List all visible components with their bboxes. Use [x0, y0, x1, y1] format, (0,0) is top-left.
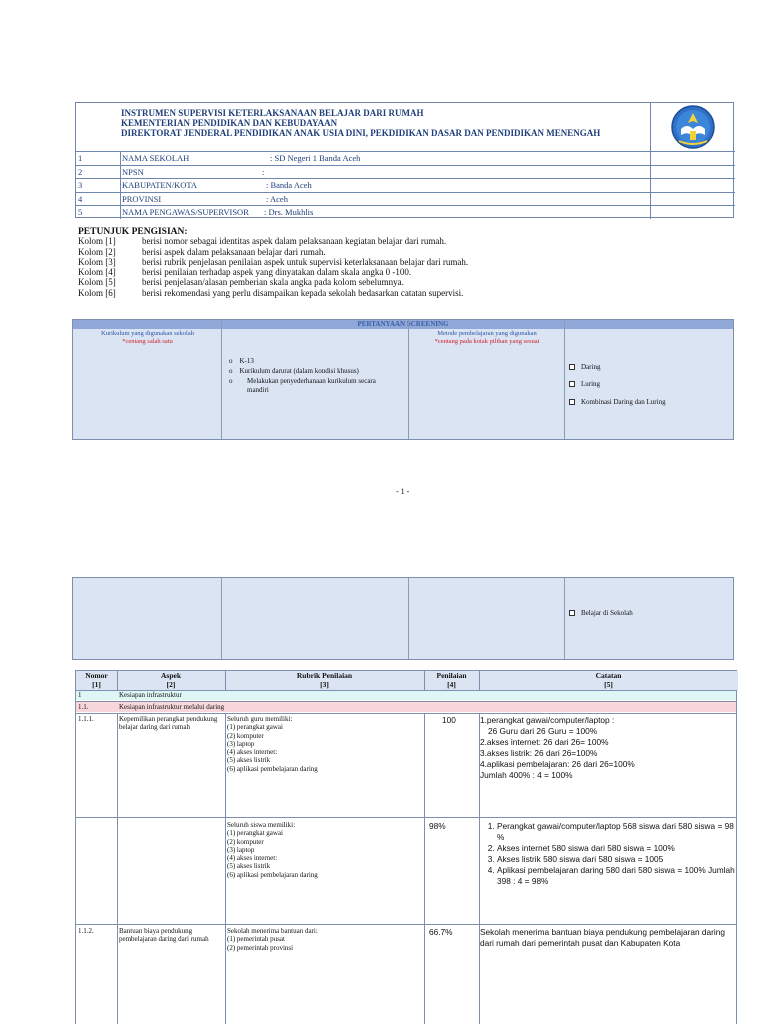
kolom-label: Kolom [6] [78, 287, 116, 298]
school-identity-table [75, 102, 734, 218]
document-title: INSTRUMEN SUPERVISI KETERLAKSANAAN BELAJAR DARI RUMAH [121, 108, 424, 118]
col-header-nomor: Nomor [1] [76, 671, 117, 690]
row-number: 1 [78, 153, 83, 163]
info-row-nama-sekolah [76, 151, 735, 165]
logo-cell [651, 103, 735, 151]
row-number: 4 [78, 193, 83, 204]
row-label: PROVINSI [122, 193, 162, 204]
option-label: K-13 [239, 357, 254, 365]
screening-header: PERTANYAAN SCREENING [73, 320, 733, 329]
col-header-catatan: Catatan [5] [479, 671, 738, 690]
kurikulum-header [73, 330, 222, 346]
supervisi-table [75, 670, 737, 1024]
kurikulum-option-darurat[interactable] [229, 367, 359, 376]
aspek-text: Kepemilikan perangkat pendukung belajar daring dari rumah [119, 715, 218, 732]
section-label: Kesiapan infrastruktur [119, 691, 182, 699]
kolom-desc: berisi penjelasan/alasan pemberian skala angka pada kolom sebelumnya. [142, 277, 404, 288]
radio-circle-icon: o [229, 377, 233, 385]
ministry-name: KEMENTERIAN PENDIDIKAN DAN KEBUDAYAAN [121, 118, 338, 128]
row-value: : Banda Aceh [266, 180, 312, 191]
kurikulum-title: Kurikulum yang digunakan sekolah [101, 330, 194, 337]
metode-title: Metode pembelajaran yang digunakan [437, 330, 537, 337]
option-label: Daring [581, 363, 601, 371]
metode-option-luring[interactable] [569, 380, 600, 389]
page-number: - 1 - [396, 487, 410, 496]
kolom-desc: berisi rubrik penjelasan penilaian aspek untuk supervisi keterlaksanaan belajar dari rumah. [142, 256, 469, 267]
kolom-label: Kolom [1] [78, 236, 116, 247]
row-label: KABUPATEN/KOTA [122, 180, 198, 191]
rubrik-siswa: Seluruh siswa memiliki: (1) perangkat gawai (2) komputer (3) laptop (4) akses internet: (5) akses listrik (6) aplikasi pembelajaran daring [227, 821, 318, 879]
kolom-desc: berisi nomor sebagai identitas aspek dalam pelaksanaan kegiatan belajar dari rumah. [142, 236, 447, 247]
metode-header [409, 330, 565, 346]
metode-option-daring[interactable] [569, 363, 600, 372]
row-number: 1.1.2. [78, 927, 94, 935]
row-number: 5 [78, 207, 83, 218]
radio-circle-icon: o [229, 357, 233, 365]
section-row-1-1 [76, 702, 736, 712]
checkbox-icon [569, 610, 575, 616]
info-row-kabupaten [76, 178, 735, 192]
kurikulum-option-k13[interactable] [229, 357, 254, 366]
row-label: NPSN [122, 166, 144, 177]
petunjuk-pengisian: PETUNJUK PENGISIAN: Kolom [1] berisi nomor sebagai identitas aspek dalam pelaksanaan kegiatan belajar dari rumah. Kolom [2] berisi aspek dalam pelaksanaan belajar dari rumah. Kolom [3] berisi rubrik penjelasan penilaian aspek untuk supervisi keterlaksanaan belajar dari rumah. Kolom [4] berisi penilaian terhadap aspek yang dinyatakan dalam skala angka 0 -100. Kolom [5] berisi penjelasan/alasan pemberian skala angka pada kolom sebelumnya. Kolom [6] berisi rekomendasi yang perlu disampaikan kepada sekolah bedasarkan catatan supervisi. [78, 227, 469, 298]
row-value: : [262, 166, 265, 177]
kolom-label: Kolom [3] [78, 256, 116, 267]
section-row-1 [76, 690, 736, 700]
option-label: Kombinasi Daring dan Luring [581, 398, 666, 406]
option-label: Kurikulum darurat (dalam kondisi khusus) [239, 367, 359, 375]
directorate-name: DIREKTORAT JENDERAL PENDIDIKAN ANAK USIA DINI, PEKDIDIKAN DASAR DAN PENDIDIKAN MENENGAH [121, 128, 601, 138]
nilai-siswa: 98% [429, 821, 446, 831]
option-label: Melakukan penyederhanaan kurikulum secara mandiri [247, 377, 376, 394]
col-header-aspek: Aspek [2] [117, 671, 225, 690]
catatan-bantuan: Sekolah menerima bantuan biaya pendukung pembelajaran daring dari rumah dari pemerintah pusat dan Kabupaten Kota [480, 927, 725, 948]
catatan-siswa: 1. Perangkat gawai/computer/laptop 568 siswa dari 580 siswa = 98 % 2. Akses internet 580 siswa dari 580 siswa = 100% 3. Akses listrik 580 siswa dari 580 siswa = 1005 4. Aplikasi pembelajaran daring 580 dari 580 siswa = 100% Jumlah 398 : 4 = 98% [480, 821, 735, 886]
kurikulum-option-mandiri[interactable] [229, 377, 399, 395]
info-row-npsn [76, 165, 735, 179]
row-number: 3 [78, 180, 83, 191]
kolom-label: Kolom [4] [78, 267, 116, 278]
petunjuk-item [78, 267, 412, 278]
rubrik-bantuan: Sekolah menerima bantuan dari: (1) pemerintah pusat (2) pemerintah provinsi [227, 927, 318, 952]
kurikulum-note: *centang salah satu [122, 338, 173, 345]
petunjuk-item [78, 236, 447, 247]
petunjuk-item [78, 287, 464, 298]
kolom-desc: berisi penilaian terhadap aspek yang dinyatakan dalam skala angka 0 -100. [142, 267, 412, 278]
kolom-label: Kolom [5] [78, 277, 116, 288]
tut-wuri-handayani-logo [651, 103, 735, 151]
section-label: Kesiapan infrastruktur melalui daring [119, 703, 225, 711]
checkbox-icon [569, 381, 575, 387]
metode-note: *centang pada kotak pilihan yang sesuai [434, 338, 540, 345]
document-title-block [76, 103, 651, 151]
option-label: Belajar di Sekolah [581, 609, 633, 617]
nilai-bantuan: 66.7% [429, 927, 453, 937]
col-header-rubrik: Rubrik Penilaian [3] [225, 671, 424, 690]
row-value: : Aceh [266, 193, 288, 204]
aspek-text: Bantuan biaya pendukung pembelajaran daring dari rumah [119, 927, 209, 944]
row-label: NAMA SEKOLAH [122, 153, 190, 163]
row-number: 1.1.1. [78, 715, 94, 723]
info-row-provinsi [76, 192, 735, 206]
row-value: : SD Negeri 1 Banda Aceh [270, 153, 361, 163]
petunjuk-title: PETUNJUK PENGISIAN [78, 227, 185, 237]
catatan-guru: 1.perangkat gawai/computer/laptop : 26 Guru dari 26 Guru = 100% 2.akses internet: 26 dari 26= 100% 3.akses listrik: 26 dari 26=100% 4.aplikasi pembelajaran: 26 dari 26=100% Jumlah 400% : 4 = 100% [480, 715, 635, 780]
col-header-penilaian: Penilaian [4] [424, 671, 479, 690]
metode-option-sekolah[interactable] [569, 609, 633, 618]
screening-table-continued [72, 577, 734, 660]
option-label: Luring [581, 380, 601, 388]
section-number: 1 [78, 691, 82, 699]
petunjuk-item [78, 246, 326, 257]
section-number: 1.1. [78, 703, 89, 711]
metode-option-kombinasi[interactable] [569, 398, 666, 407]
petunjuk-item [78, 256, 469, 267]
row-number: 2 [78, 166, 83, 177]
petunjuk-item [78, 277, 404, 288]
nilai-guru: 100 [442, 715, 456, 725]
checkbox-icon [569, 364, 575, 370]
kolom-label: Kolom [2] [78, 246, 116, 257]
checkbox-icon [569, 399, 575, 405]
row-value: : Drs. Mukhlis [264, 207, 314, 218]
kolom-desc: berisi rekomendasi yang perlu disampaikan kepada sekolah bedasarkan catatan supervisi. [142, 287, 464, 298]
row-label: NAMA PENGAWAS/SUPERVISOR [122, 207, 249, 218]
rubrik-guru: Seluruh guru memiliki: (1) perangkat gawai (2) komputer (3) laptop (4) akses internet: (5) akses listrik (6) aplikasi pembelajaran daring [227, 715, 318, 773]
info-row-pengawas [76, 205, 735, 219]
radio-circle-icon: o [229, 367, 233, 375]
screening-table [72, 319, 734, 440]
kolom-desc: berisi aspek dalam pelaksanaan belajar dari rumah. [142, 246, 326, 257]
